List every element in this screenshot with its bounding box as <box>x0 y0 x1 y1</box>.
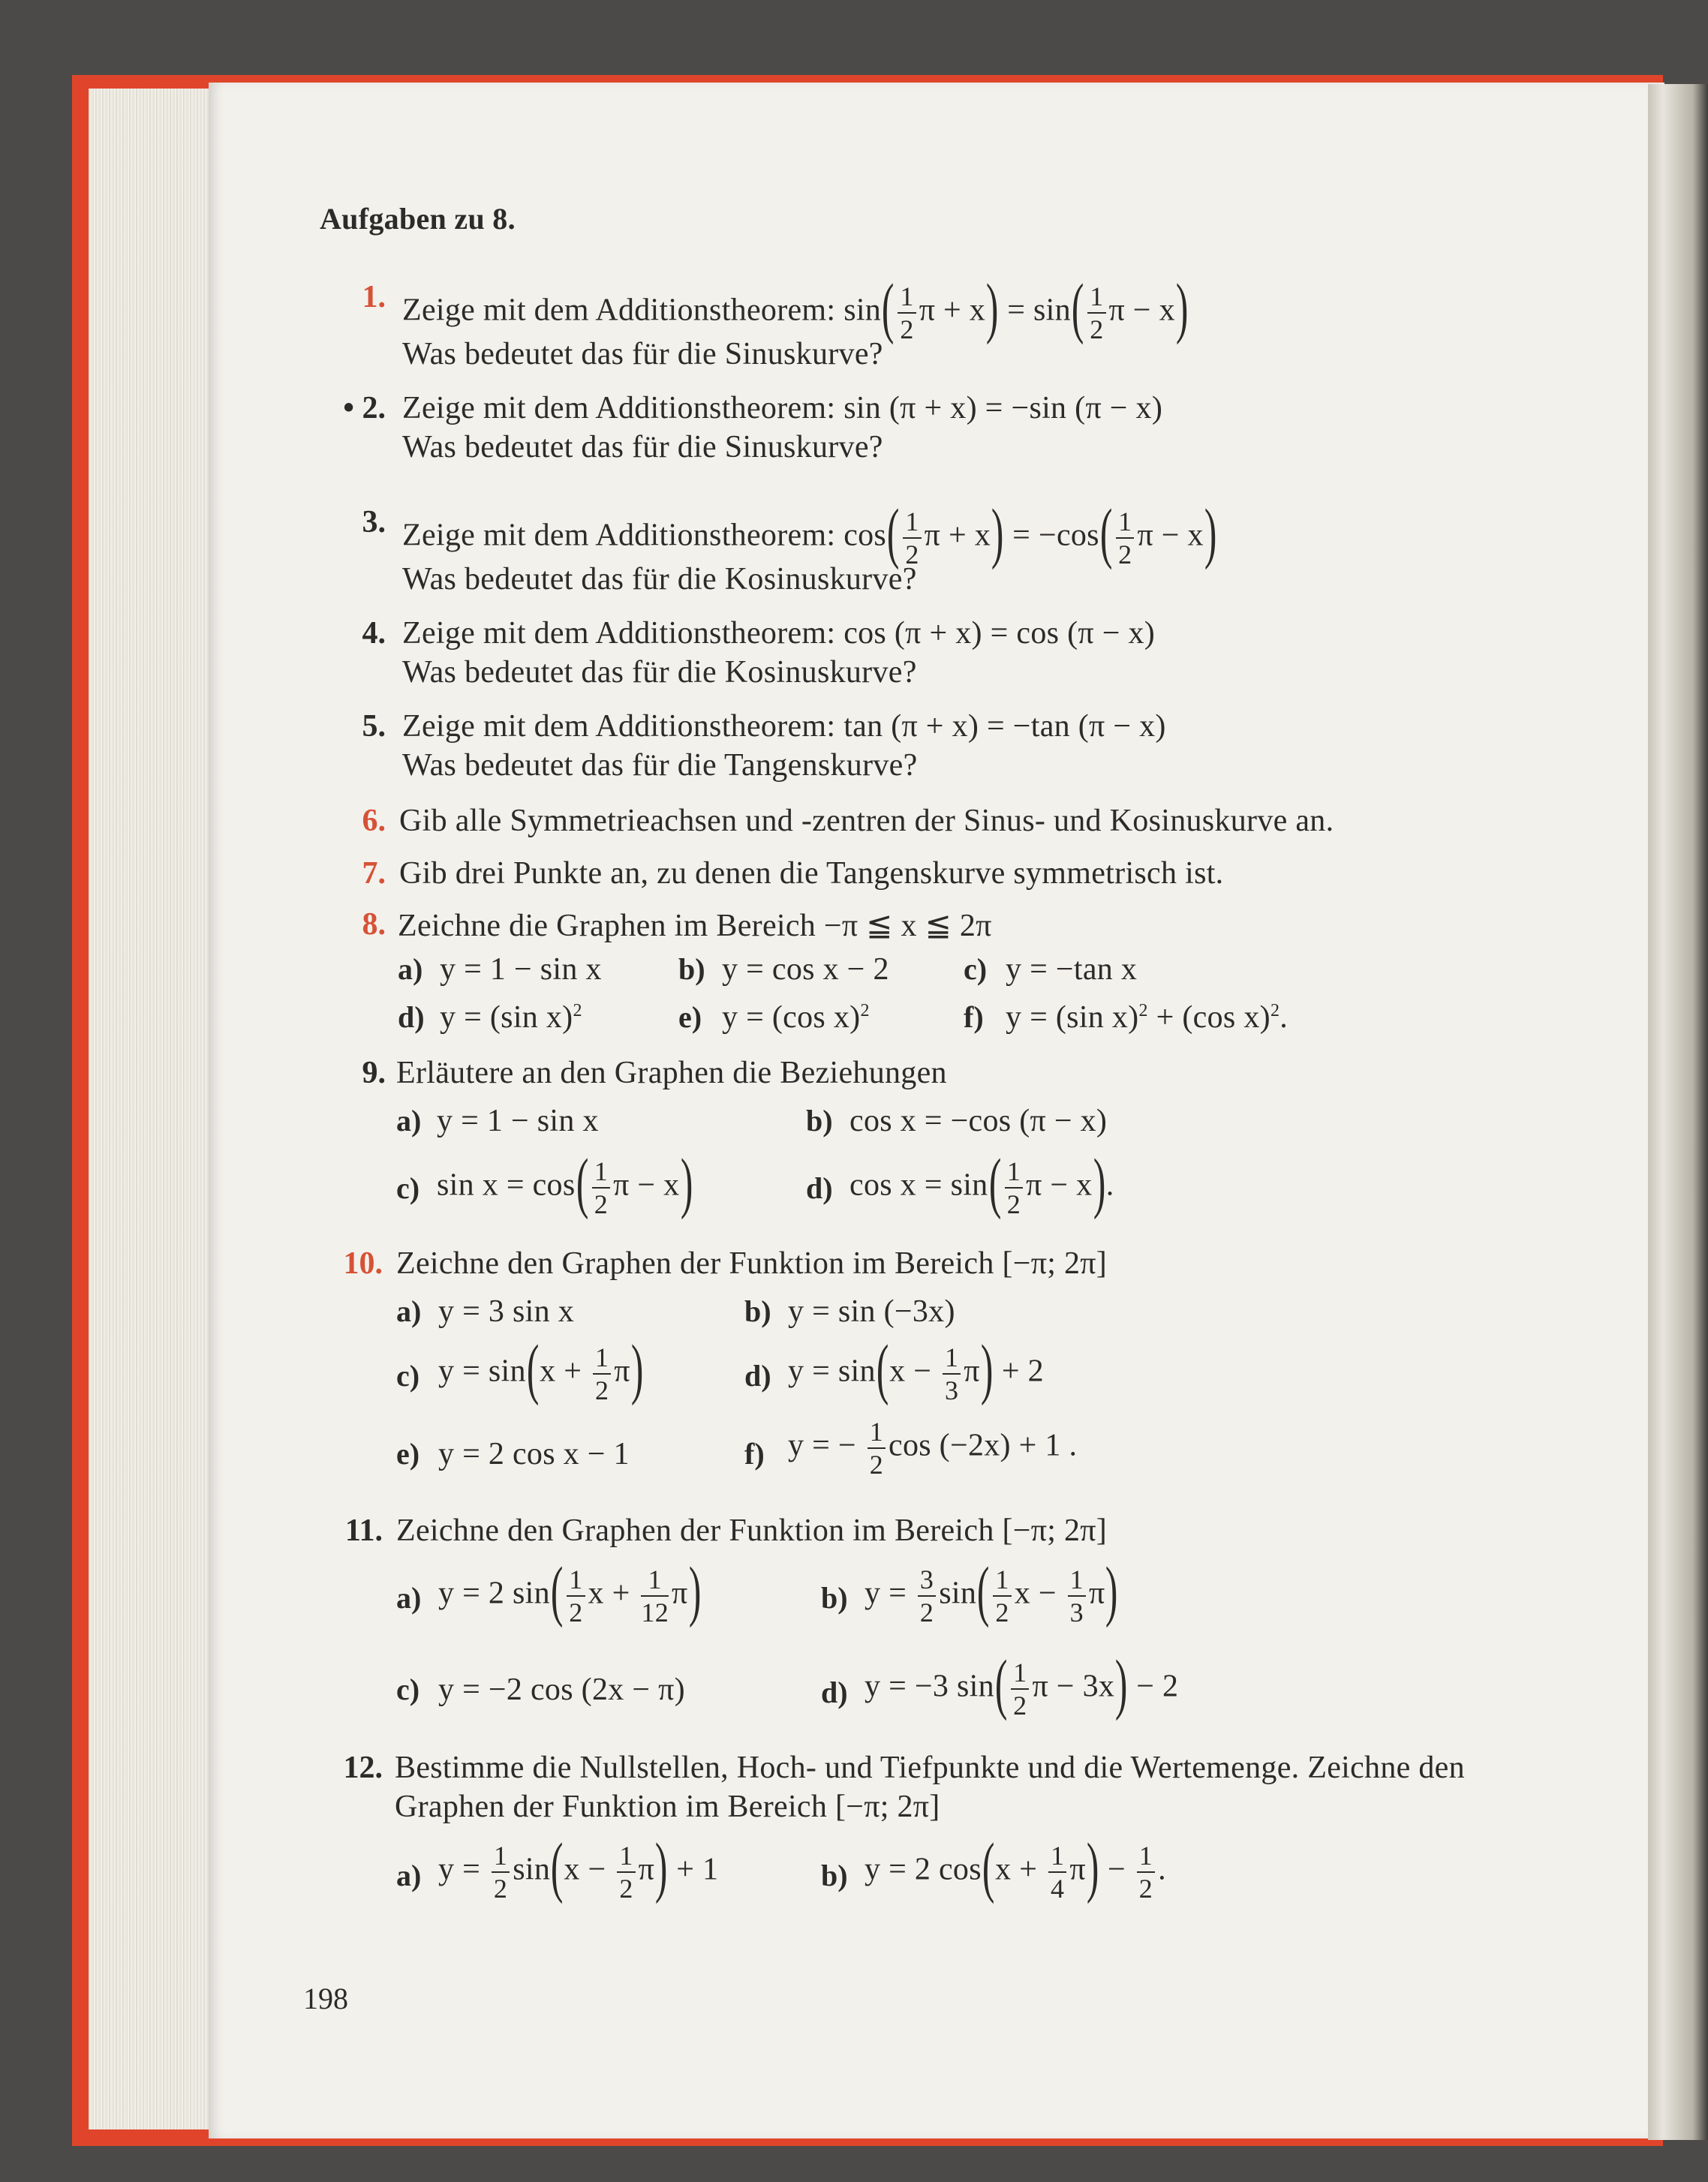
item-label: d) <box>398 1000 425 1034</box>
item-formula: y = 2 sin( $\frac{1}{2}$ x + $\frac{1}{12}$ π) <box>438 1554 701 1628</box>
task-text-continued: Graphen der Funktion im Bereich [−π; 2π] <box>395 1790 940 1824</box>
item-label: e) <box>396 1437 420 1471</box>
task-question: Was bedeutet das für die Tangenskurve? <box>402 748 918 783</box>
item-label: c) <box>396 1359 420 1393</box>
item-formula: sin x = cos( $\frac{1}{2}$ π − x) <box>437 1146 693 1220</box>
item-formula: y = sin (−3x) <box>788 1294 955 1329</box>
page-number: 198 <box>303 1982 348 2015</box>
item-label: d) <box>821 1676 848 1709</box>
item-label: d) <box>806 1171 833 1205</box>
task-number: 6. <box>362 804 386 838</box>
item-formula: y = sin(x − $\frac{1}{3}$ π) + 2 <box>788 1332 1044 1406</box>
task-text: Gib drei Punkte an, zu denen die Tangenskurve symmetrisch ist. <box>399 856 1224 891</box>
item-formula: y = $\frac{1}{2}$ sin(x − $\frac{1}{2}$ π) + 1 <box>438 1830 719 1904</box>
task-question: Was bedeutet das für die Sinuskurve? <box>402 430 883 464</box>
item-label: b) <box>678 952 705 986</box>
task-number: 7. <box>362 856 386 891</box>
item-label: a) <box>396 1581 422 1615</box>
item-label: c) <box>396 1171 420 1205</box>
item-label: d) <box>744 1359 771 1393</box>
item-formula: y = −2 cos (2x − π) <box>438 1673 685 1707</box>
task-text: Zeige mit dem Additionstheorem: sin (π + x) = −sin (π − x) <box>402 391 1163 425</box>
item-formula: cos x = sin( $\frac{1}{2}$ π − x). <box>849 1146 1114 1220</box>
item-label: b) <box>806 1104 833 1138</box>
item-label: a) <box>396 1859 422 1892</box>
item-formula: y = −3 sin( $\frac{1}{2}$ π − 3x) − 2 <box>865 1647 1179 1721</box>
task-number: 3. <box>362 505 386 539</box>
item-label: b) <box>821 1581 848 1615</box>
task-text: Zeige mit dem Additionstheorem: cos (π + x) = cos (π − x) <box>402 616 1156 651</box>
task-text: Zeige mit dem Additionstheorem: sin( $\frac{1}{2}$ π + x) = sin( $\frac{1}{2}$ π − x) <box>402 271 1189 345</box>
task-text: Gib alle Symmetrieachsen und -zentren der Sinus- und Kosinuskurve an. <box>399 804 1334 838</box>
section-heading: Aufgaben zu 8. <box>320 202 516 236</box>
task-number: 1. <box>362 280 386 314</box>
task-number: 9. <box>362 1056 386 1090</box>
task-question: Was bedeutet das für die Kosinuskurve? <box>402 655 917 690</box>
item-label: c) <box>396 1673 420 1706</box>
task-text: Erläutere an den Graphen die Beziehungen <box>396 1056 947 1090</box>
task-number: 8. <box>362 907 386 942</box>
item-formula: y = 1 − sin x <box>437 1104 599 1138</box>
item-label: a) <box>398 952 423 986</box>
item-label: b) <box>821 1859 848 1892</box>
task-text: Zeichne den Graphen der Funktion im Bereich [−π; 2π] <box>396 1513 1108 1548</box>
item-formula: y = 2 cos x − 1 <box>438 1437 630 1471</box>
task-number: 11. <box>344 1513 383 1548</box>
item-formula: y = − $\frac{1}{2}$ cos (−2x) + 1 . <box>788 1417 1078 1480</box>
task-number: 4. <box>362 616 386 651</box>
item-formula: y = −tan x <box>1006 952 1138 987</box>
item-formula: y = (cos x)$^2$ <box>722 1000 870 1035</box>
task-text: Zeichne die Graphen im Bereich −π ≦ x ≦ 2π <box>398 909 992 943</box>
item-formula: y = 1 − sin x <box>440 952 602 987</box>
task-text: Zeige mit dem Additionstheorem: tan (π + x) = −tan (π − x) <box>402 709 1166 744</box>
task-text: Bestimme die Nullstellen, Hoch- und Tiefpunkte und die Wertemenge. Zeichne den <box>395 1751 1465 1785</box>
task-number: 12. <box>343 1751 383 1785</box>
item-label: a) <box>396 1104 422 1138</box>
item-label: c) <box>964 952 988 986</box>
task-question: Was bedeutet das für die Sinuskurve? <box>402 337 883 371</box>
item-formula: y = $\frac{3}{2}$ sin( $\frac{1}{2}$ x − $\frac{1}{3}$ π) <box>865 1554 1118 1628</box>
item-formula: y = 2 cos(x + $\frac{1}{4}$ π) − $\frac{1}{2}$ . <box>865 1830 1166 1904</box>
book-spine <box>1648 84 1708 2140</box>
task-number: 10. <box>343 1246 383 1281</box>
item-formula: y = (sin x)$^2$ + (cos x)$^2$. <box>1006 1000 1289 1035</box>
item-formula: y = sin(x + $\frac{1}{2}$ π) <box>438 1332 644 1406</box>
item-formula: cos x = −cos (π − x) <box>849 1104 1108 1138</box>
task-text: Zeichne den Graphen der Funktion im Bereich [−π; 2π] <box>396 1246 1108 1281</box>
task-number: 5. <box>362 709 386 744</box>
item-formula: y = 3 sin x <box>438 1294 575 1329</box>
item-label: a) <box>396 1294 422 1328</box>
page-edges <box>89 89 210 2129</box>
item-label: f) <box>744 1437 765 1471</box>
task-question: Was bedeutet das für die Kosinuskurve? <box>402 562 917 597</box>
item-label: b) <box>744 1294 771 1328</box>
item-formula: y = (sin x)$^2$ <box>440 1000 582 1035</box>
task-number: • 2. <box>343 391 386 425</box>
task-text: Zeige mit dem Additionstheorem: cos( $\frac{1}{2}$ π + x) = −cos( $\frac{1}{2}$ π − x) <box>402 496 1217 570</box>
item-formula: y = cos x − 2 <box>722 952 889 987</box>
item-label: e) <box>678 1000 702 1034</box>
item-label: f) <box>964 1000 984 1034</box>
